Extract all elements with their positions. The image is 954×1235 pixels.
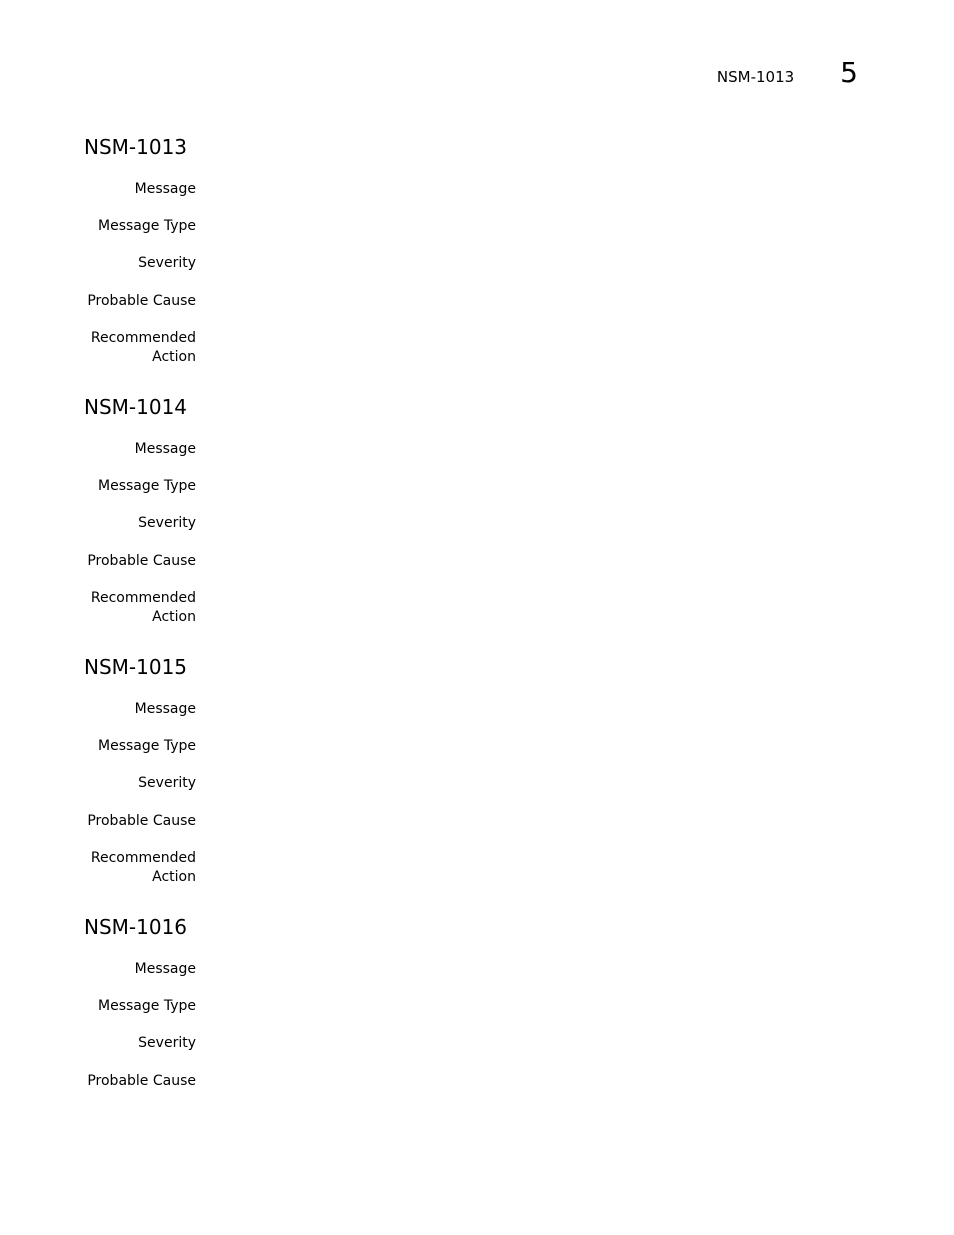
section-nsm-1014 [84,393,384,625]
recommended-action-label: Recommended Action [90,850,196,885]
recommended-action-label: Recommended Action [90,330,196,365]
message-label: Message [134,701,196,717]
section-nsm-1013 [84,133,384,365]
probable-cause-label: Probable Cause [87,293,196,309]
section-nsm-1015 [84,653,384,885]
message-type-label: Message Type [98,218,196,234]
message-label: Message [134,961,196,977]
message-label: Message [134,181,196,197]
probable-cause-label: Probable Cause [87,1073,196,1089]
section-title: NSM-1016 [84,915,188,939]
running-header [717,56,858,89]
severity-label: Severity [138,775,196,791]
chapter-number: 5 [840,56,858,89]
message-type-label: Message Type [98,738,196,754]
message-type-label: Message Type [98,478,196,494]
probable-cause-label: Probable Cause [87,553,196,569]
severity-label: Severity [138,1035,196,1051]
message-label: Message [134,441,196,457]
header-title: NSM-1013 [716,68,795,86]
section-title: NSM-1014 [84,395,188,419]
section-title: NSM-1015 [84,655,188,679]
recommended-action-label: Recommended Action [90,590,196,625]
severity-label: Severity [138,255,196,271]
message-type-label: Message Type [98,998,196,1014]
section-nsm-1016 [84,913,384,1089]
section-title: NSM-1013 [84,135,188,159]
severity-label: Severity [138,515,196,531]
probable-cause-label: Probable Cause [87,813,196,829]
